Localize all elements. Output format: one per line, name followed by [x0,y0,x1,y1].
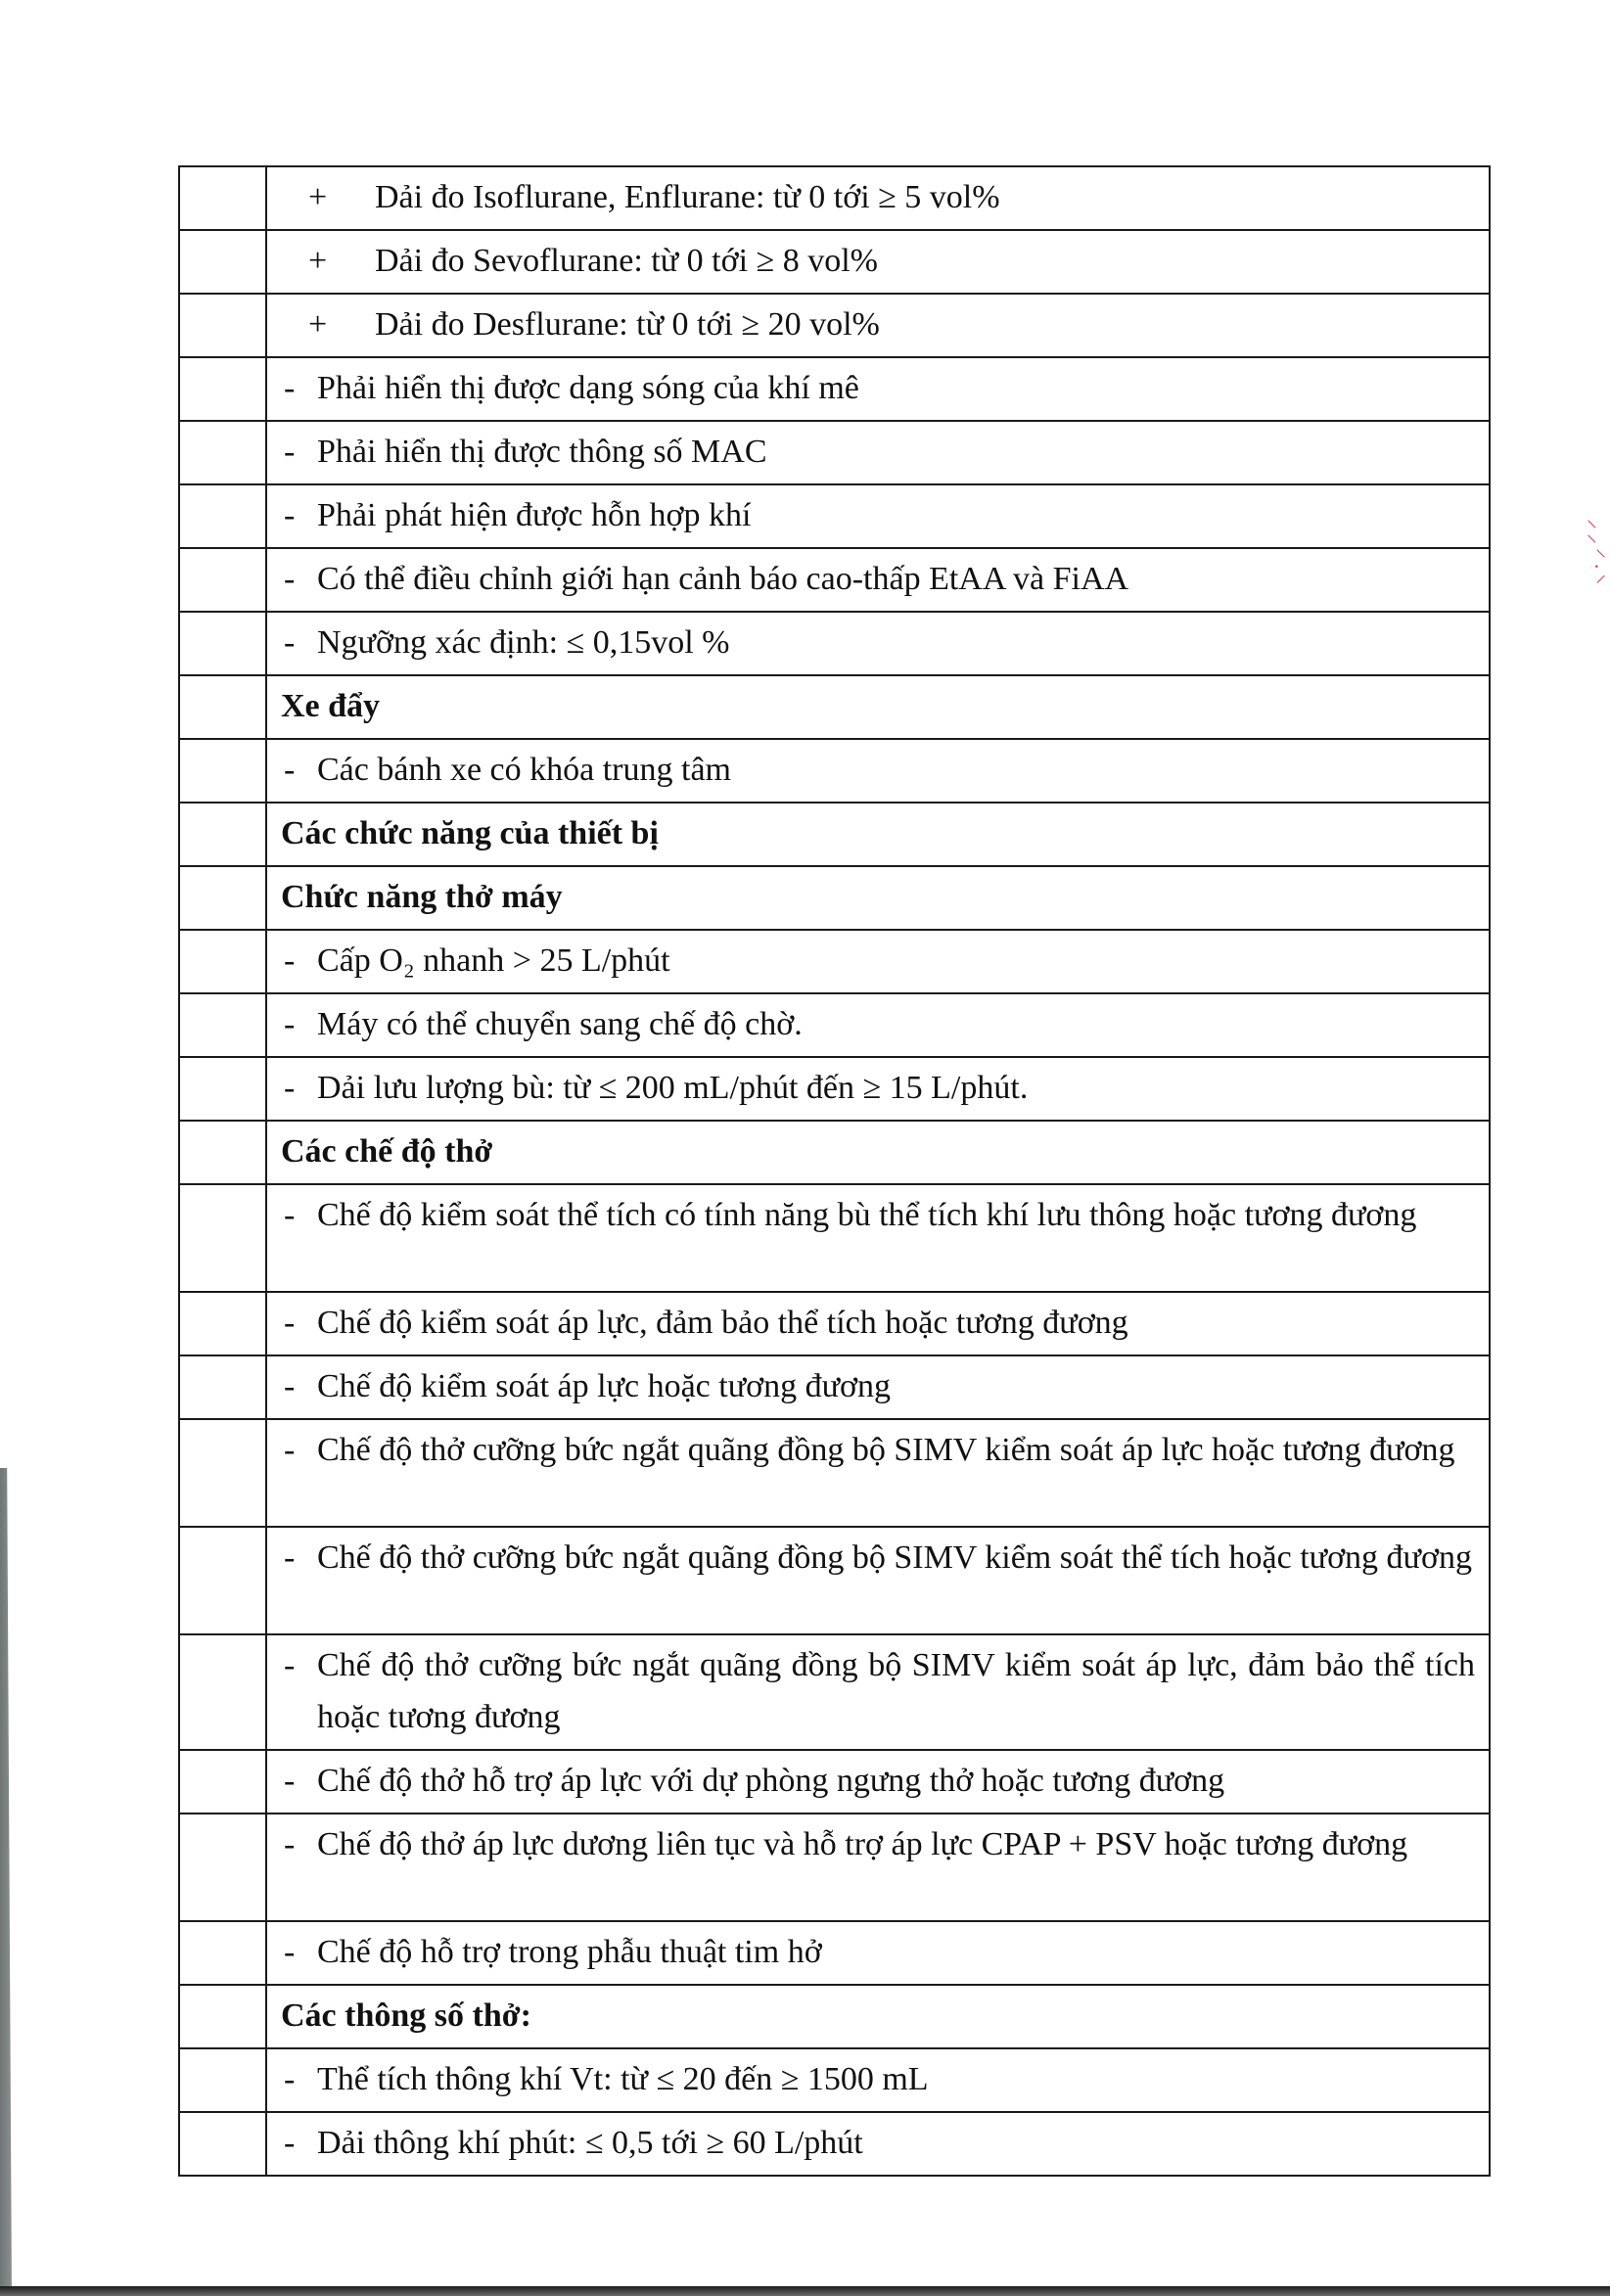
item-text: Chế độ kiểm soát áp lực, đảm bảo thể tích hoặc tương đương [317,1305,1128,1341]
item-text: Chế độ thở hỗ trợ áp lực với dự phòng ngưng thở hoặc tương đương [317,1763,1225,1799]
item-text: Chế độ kiểm soát thể tích có tính năng bù thể tích khí lưu thông hoặc tương đương [317,1197,1417,1233]
spec-item [281,2117,1475,2169]
item-text: Chế độ thở cưỡng bức ngắt quãng đồng bộ SIMV kiểm soát thể tích hoặc tương đương [317,1539,1472,1576]
row-index-cell [179,421,266,484]
spec-item [281,1755,1475,1807]
row-index-cell [179,1292,266,1355]
table-row [179,2048,1490,2112]
section-heading [281,1990,1475,2042]
dash-bullet-icon: - [284,434,296,470]
dash-bullet-icon: - [284,624,296,661]
dash-bullet-icon: - [284,1070,296,1106]
row-index-cell [179,2048,266,2112]
red-stamp-fragment: ⸝⸝⸍·⸌ [1585,519,1609,589]
heading-text: Chức năng thở máy [281,879,563,915]
row-index-cell [179,1634,266,1750]
dash-bullet-icon: - [284,1826,296,1862]
table-row [179,1057,1490,1121]
dash-bullet-icon: - [284,561,296,597]
dash-bullet-icon: - [284,2061,296,2097]
table-row [179,1634,1490,1750]
table-row [179,357,1490,421]
item-text: Chế độ hỗ trợ trong phẫu thuật tim hở [317,1934,822,1970]
heading-text: Các thông số thở: [281,1998,531,2034]
spec-item [281,1926,1475,1978]
dash-bullet-icon: - [284,1934,296,1970]
row-index-cell [179,2112,266,2176]
item-text: Chế độ thở cưỡng bức ngắt quãng đồng bộ SIMV kiểm soát áp lực hoặc tương đương [317,1432,1455,1468]
row-index-cell [179,1419,266,1527]
row-content-cell [266,1419,1490,1527]
item-text: Dải lưu lượng bù: từ ≤ 200 mL/phút đến ≥ 15 L/phút. [317,1070,1029,1106]
section-heading [281,871,1475,923]
table-row [179,612,1490,675]
dash-bullet-icon: - [284,497,296,533]
table-row [179,1184,1490,1292]
table-row [179,484,1490,548]
row-index-cell [179,484,266,548]
item-text: Chế độ kiểm soát áp lực hoặc tương đương [317,1368,892,1404]
table-row [179,294,1490,357]
row-index-cell [179,1750,266,1814]
row-index-cell [179,675,266,739]
spec-item [281,1297,1475,1349]
spec-item [281,1639,1475,1743]
table-row [179,230,1490,294]
table-row [179,993,1490,1057]
spec-item [281,1818,1475,1870]
table-row [179,1527,1490,1634]
dash-bullet-icon: - [284,942,296,979]
row-content-cell [266,993,1490,1057]
item-text: Dải đo Isoflurane, Enflurane: từ 0 tới ≥ 5 vol% [375,179,1000,215]
item-text: Thể tích thông khí Vt: từ ≤ 20 đến ≥ 1500 mL [317,2061,929,2097]
row-index-cell [179,1355,266,1419]
row-content-cell [266,675,1490,739]
spec-item [281,998,1475,1050]
row-content-cell [266,2048,1490,2112]
row-index-cell [179,1527,266,1634]
item-text: Dải đo Sevoflurane: từ 0 tới ≥ 8 vol% [375,243,878,279]
spec-item [281,2053,1475,2105]
spec-item [281,935,1475,987]
specification-table-body [179,166,1490,2176]
row-content-cell [266,1814,1490,1921]
item-text: Máy có thể chuyển sang chế độ chờ. [317,1006,803,1042]
table-row [179,739,1490,803]
row-content-cell [266,866,1490,930]
section-heading-row [179,866,1490,930]
table-row [179,1419,1490,1527]
row-index-cell [179,612,266,675]
section-heading-row [179,1121,1490,1184]
dash-bullet-icon: - [284,2125,296,2161]
item-text: Các bánh xe có khóa trung tâm [317,752,731,788]
spec-item [281,298,1475,350]
table-row [179,548,1490,612]
section-heading-row [179,1985,1490,2048]
item-text: Phải hiển thị được dạng sóng của khí mê [317,370,859,406]
row-content-cell [266,1634,1490,1750]
spec-item [281,1062,1475,1114]
dash-bullet-icon: - [284,1006,296,1042]
spec-item [281,171,1475,223]
item-text: Chế độ thở áp lực dương liên tục và hỗ trợ áp lực CPAP + PSV hoặc tương đương [317,1826,1408,1862]
row-index-cell [179,739,266,803]
row-content-cell [266,421,1490,484]
row-index-cell [179,803,266,866]
row-index-cell [179,1921,266,1985]
spec-item [281,1532,1475,1584]
spec-item [281,426,1475,478]
row-content-cell [266,1355,1490,1419]
dash-bullet-icon: - [284,1763,296,1799]
row-index-cell [179,1057,266,1121]
row-index-cell [179,1814,266,1921]
table-row [179,1292,1490,1355]
item-text: Dải đo Desflurane: từ 0 tới ≥ 20 vol% [375,306,880,343]
row-index-cell [179,166,266,230]
spec-item [281,362,1475,414]
row-index-cell [179,294,266,357]
spec-item [281,744,1475,796]
row-content-cell [266,739,1490,803]
section-heading [281,807,1475,859]
table-row [179,166,1490,230]
row-content-cell [266,1057,1490,1121]
heading-text: Các chế độ thở [281,1133,493,1170]
scan-edge-artifact [0,1468,12,2296]
item-text: Cấp O₂ nhanh > 25 L/phút [317,942,670,979]
section-heading-row [179,675,1490,739]
row-content-cell [266,612,1490,675]
item-text: Phải phát hiện được hỗn hợp khí [317,497,752,533]
item-text: Dải thông khí phút: ≤ 0,5 tới ≥ 60 L/phút [317,2125,863,2161]
section-heading-row [179,803,1490,866]
dash-bullet-icon: - [284,1305,296,1341]
row-content-cell [266,1985,1490,2048]
item-text: Có thể điều chỉnh giới hạn cảnh báo cao-thấp EtAA và FiAA [317,561,1129,597]
table-row [179,1355,1490,1419]
spec-item [281,617,1475,668]
section-heading [281,680,1475,732]
row-content-cell [266,357,1490,421]
dash-bullet-icon: - [284,370,296,406]
row-content-cell [266,1750,1490,1814]
row-content-cell [266,930,1490,993]
row-index-cell [179,993,266,1057]
section-heading [281,1125,1475,1177]
row-index-cell [179,1184,266,1292]
row-content-cell [266,1292,1490,1355]
row-content-cell [266,230,1490,294]
spec-item [281,1424,1475,1476]
row-index-cell [179,930,266,993]
row-index-cell [179,357,266,421]
specification-table [178,165,1491,2177]
row-index-cell [179,866,266,930]
row-index-cell [179,548,266,612]
plus-bullet-icon: + [308,306,328,343]
spec-item [281,1360,1475,1412]
table-row [179,930,1490,993]
row-content-cell [266,1527,1490,1634]
dash-bullet-icon: - [284,1197,296,1233]
plus-bullet-icon: + [308,243,328,279]
plus-bullet-icon: + [308,179,328,215]
heading-text: Các chức năng của thiết bị [281,815,659,851]
row-content-cell [266,1921,1490,1985]
dash-bullet-icon: - [284,1647,296,1683]
dash-bullet-icon: - [284,1539,296,1576]
table-row [179,421,1490,484]
row-content-cell [266,166,1490,230]
row-index-cell [179,1985,266,2048]
spec-item [281,489,1475,541]
row-index-cell [179,1121,266,1184]
row-index-cell [179,230,266,294]
row-content-cell [266,1184,1490,1292]
heading-text: Xe đẩy [281,688,381,724]
item-text: Phải hiển thị được thông số MAC [317,434,767,470]
dash-bullet-icon: - [284,752,296,788]
row-content-cell [266,294,1490,357]
spec-item [281,553,1475,605]
scan-bottom-artifact [0,2286,1610,2296]
spec-item [281,235,1475,287]
row-content-cell [266,548,1490,612]
table-row [179,1814,1490,1921]
dash-bullet-icon: - [284,1368,296,1404]
table-row [179,2112,1490,2176]
table-row [179,1921,1490,1985]
row-content-cell [266,2112,1490,2176]
spec-item [281,1189,1475,1241]
row-content-cell [266,803,1490,866]
table-row [179,1750,1490,1814]
row-content-cell [266,1121,1490,1184]
row-content-cell [266,484,1490,548]
dash-bullet-icon: - [284,1432,296,1468]
item-text: Ngưỡng xác định: ≤ 0,15vol % [317,624,730,661]
item-text: Chế độ thở cưỡng bức ngắt quãng đồng bộ SIMV kiểm soát áp lực, đảm bảo thể tích hoặc tương đương [317,1647,1475,1735]
